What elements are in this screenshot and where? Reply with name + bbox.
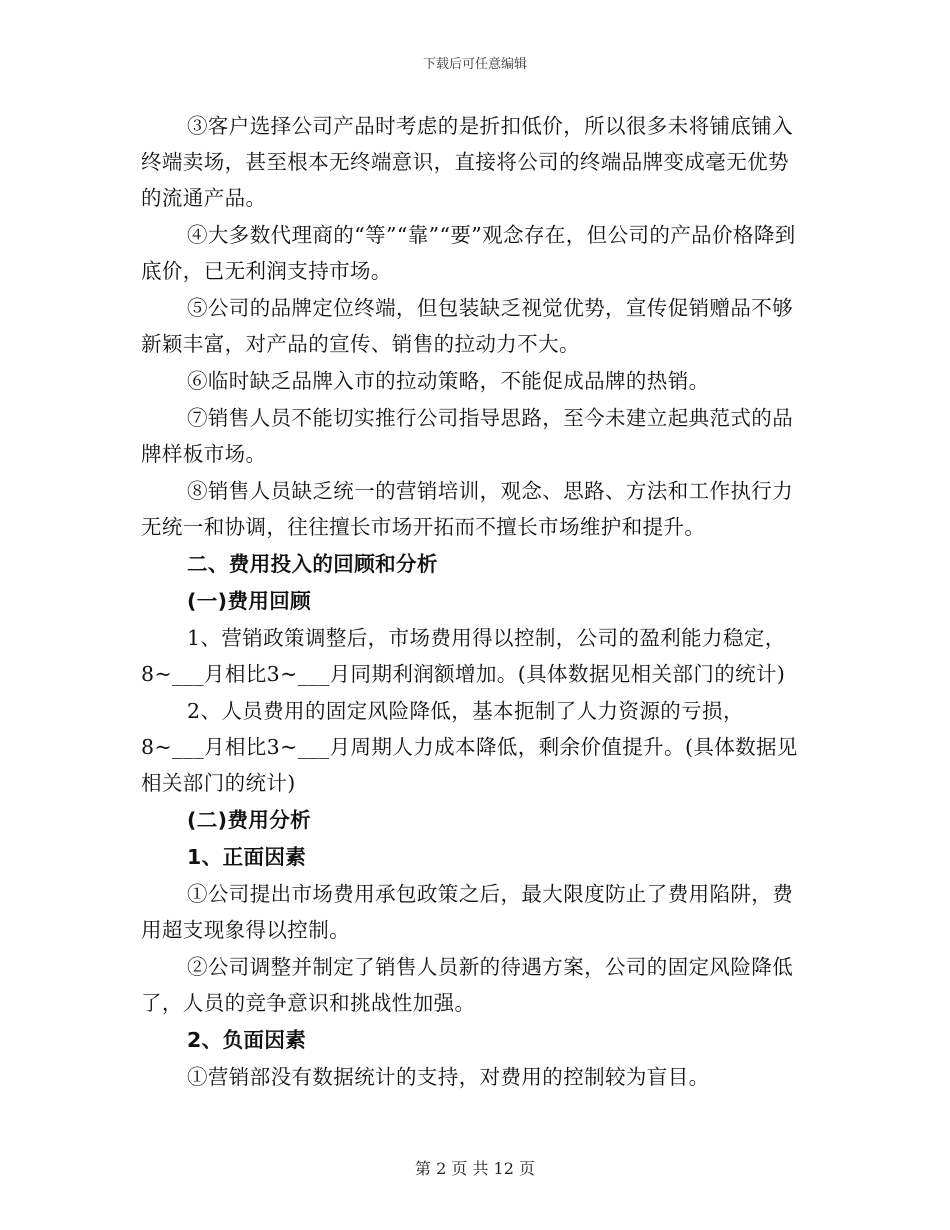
paragraph-review-1: 1、营销政策调整后，市场费用得以控制，公司的盈利能力稳定，8~___月相比3~___月同期利润额增加。(具体数据见相关部门的统计)	[141, 626, 786, 686]
paragraph-review-2: 2、人员费用的固定风险降低，基本扼制了人力资源的亏损，8~___月相比3~___月周期人力成本降低，剩余价值提升。(具体数据见相关部门的统计)	[141, 699, 798, 795]
paragraph-item-6: ⑥临时缺乏品牌入市的拉动策略，不能促成品牌的热销。	[187, 369, 710, 393]
page-footer: 第 2 页 共 12 页	[415, 1159, 535, 1178]
paragraph-item-3: ③客户选择公司产品时考虑的是折扣低价，所以很多未将铺底铺入终端卖场，甚至根本无终端意识，直接将公司的终端品牌变成毫无优势的流通产品。	[141, 114, 794, 210]
section-heading-2: 二、费用投入的回顾和分析	[187, 552, 438, 576]
paragraph-positive-1: ①公司提出市场费用承包政策之后，最大限度防止了费用陷阱，费用超支现象得以控制。	[141, 882, 794, 942]
paragraph-negative-1: ①营销部没有数据统计的支持，对费用的控制较为盲目。	[187, 1065, 710, 1089]
paragraph-item-7: ⑦销售人员不能切实推行公司指导思路，至今未建立起典范式的品牌样板市场。	[141, 406, 794, 466]
page-header: 下载后可任意编辑	[422, 57, 527, 72]
heading-negative-factors: 2、负面因素	[187, 1028, 307, 1052]
subsection-heading-cost-review: (一)费用回顾	[187, 589, 312, 613]
paragraph-item-5: ⑤公司的品牌定位终端，但包装缺乏视觉优势，宣传促销赠品不够新颖丰富，对产品的宣传、销售的拉动力不大。	[141, 296, 794, 356]
subsection-heading-cost-analysis: (二)费用分析	[187, 808, 312, 832]
heading-positive-factors: 1、正面因素	[187, 845, 307, 869]
document-body	[141, 108, 806, 1096]
paragraph-item-8: ⑧销售人员缺乏统一的营销培训，观念、思路、方法和工作执行力无统一和协调，往往擅长市场开拓而不擅长市场维护和提升。	[141, 479, 794, 539]
paragraph-item-4: ④大多数代理商的“等”“靠”“要”观念存在，但公司的产品价格降到底价，已无利润支持市场。	[141, 223, 796, 283]
paragraph-positive-2: ②公司调整并制定了销售人员新的待遇方案，公司的固定风险降低了，人员的竞争意识和挑战性加强。	[141, 955, 794, 1015]
